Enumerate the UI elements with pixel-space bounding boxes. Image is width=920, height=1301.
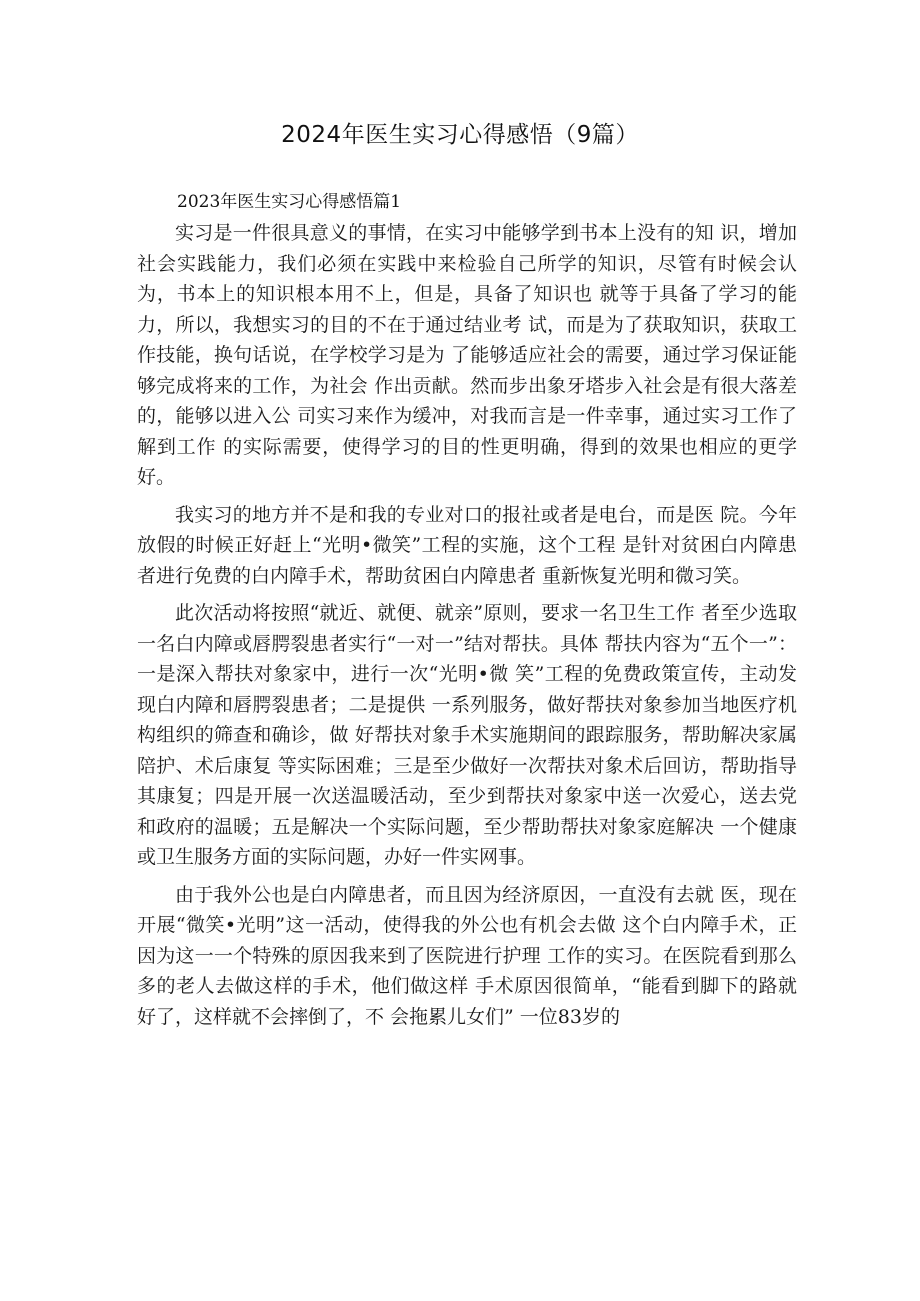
section-heading: 2023年医生实习心得感悟篇1 — [177, 192, 402, 212]
body-text — [137, 218, 797, 1039]
paragraph-4: 由于我外公也是白内障患者，而且因为经济原因，一直没有去就 医，现在开展“微笑•光明”这一活动，使得我的外公也有机会去做 这个白内障手术，正因为这一一个特殊的原因我来到了医院进行护理 工作的实习。在医院看到那么多的老人去做这样的手术，他们做这样 手术原因很简单，“能看到脚下的路就好了，这样就不会摔倒了，不 会拖累儿女们” 一位83岁的 — [137, 883, 797, 1028]
paragraph-3: 此次活动将按照“就近、就便、就亲”原则，要求一名卫生工作 者至少选取一名白内障或唇腭裂患者实行“一对一”结对帮扶。具体 帮扶内容为“五个一”：一是深入帮扶对象家中，进行一次“光明•微 笑”工程的免费政策宣传，主动发现白内障和唇腭裂患者；二是提供 一系列服务，做好帮扶对象参加当地医疗机构组织的筛查和确诊，做 好帮扶对象手术实施期间的跟踪服务，帮助解决家属陪护、术后康复 等实际困难；三是至少做好一次帮扶对象术后回访，帮助指导其康复；四是开展一次送温暖活动，至少到帮扶对象家中送一次爱心，送去党 和政府的温暖；五是解决一个实际问题，至少帮助帮扶对象家庭解决 一个健康或卫生服务方面的实际问题，办好一件实网事。 — [137, 602, 797, 868]
paragraph-2: 我实习的地方并不是和我的专业对口的报社或者是电台，而是医 院。今年放假的时候正好赶上“光明•微笑”工程的实施，这个工程 是针对贫困白内障患者进行免费的白内障手术，帮助贫困白内障患者 重新恢复光明和微习笑。 — [137, 503, 797, 587]
document-title: 2024年医生实习心得感悟（9篇） — [281, 122, 639, 148]
paragraph-1: 实习是一件很具意义的事情，在实习中能够学到书本上没有的知 识，增加社会实践能力，我们必须在实践中来检验自己所学的知识，尽管有时候会认为，书本上的知识根本用不上，但是，具备了知识也 就等于具备了学习的能力，所以，我想实习的目的不在于通过结业考 试，而是为了获取知识，获取工作技能，换句话说，在学校学习是为 了能够适应社会的需要，通过学习保证能够完成将来的工作，为社会 作出贡献。然而步出象牙塔步入社会是有很大落差的，能够以进入公 司实习来作为缓冲，对我而言是一件幸事，通过实习工作了解到工作 的实际需要，使得学习的目的性更明确，得到的效果也相应的更学好。 — [137, 222, 797, 488]
